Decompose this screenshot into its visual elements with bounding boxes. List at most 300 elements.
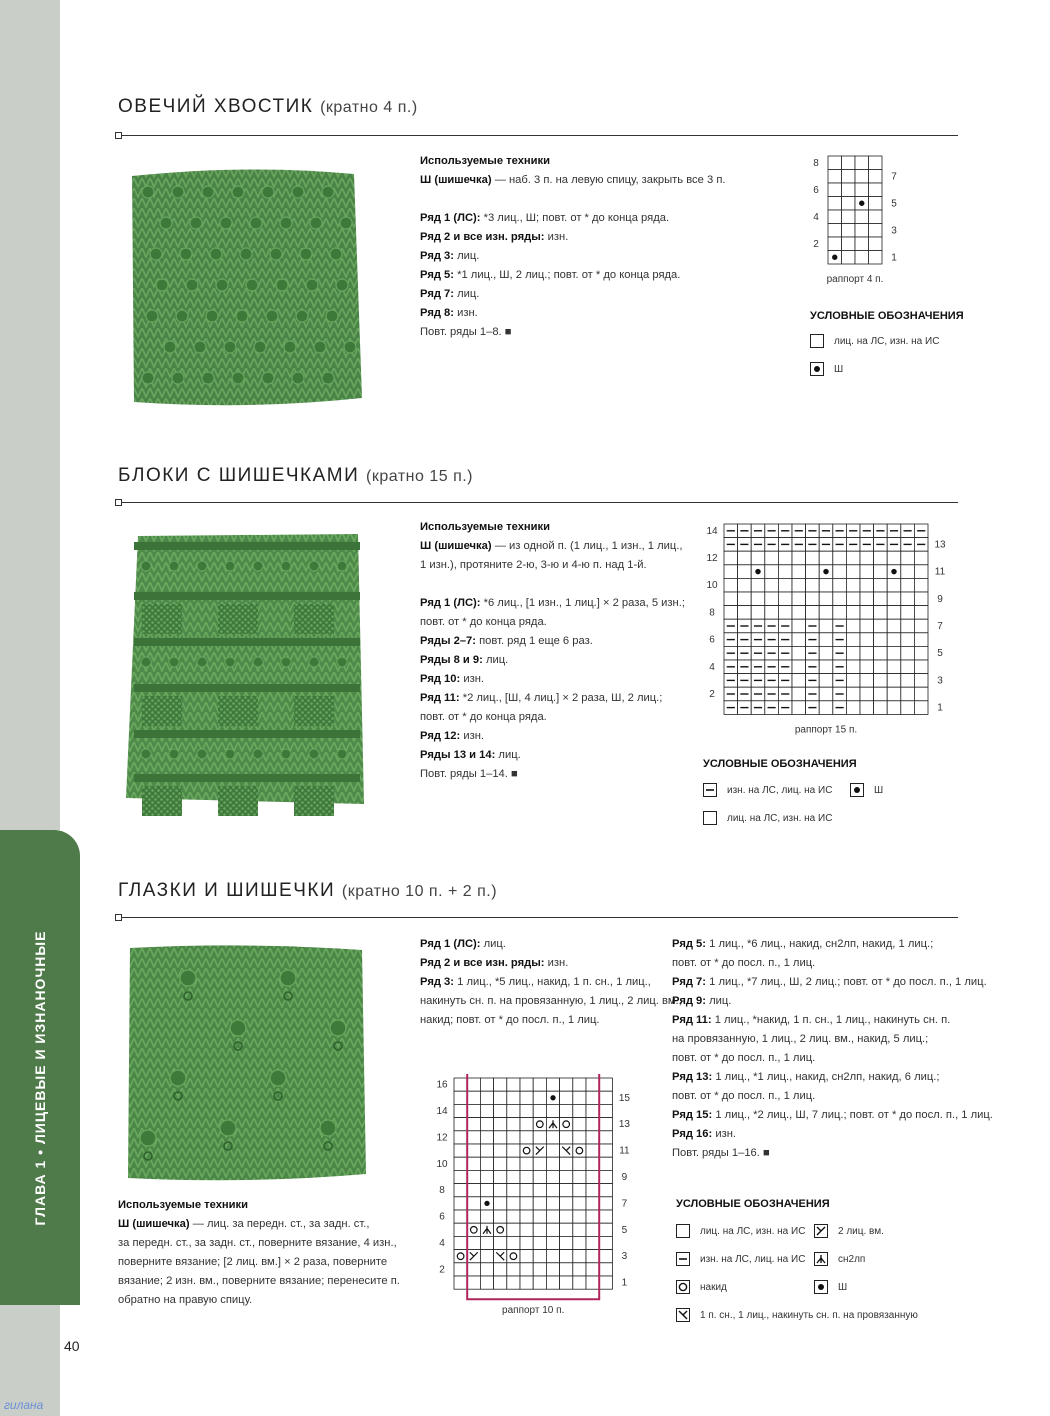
chart-cell xyxy=(901,687,915,701)
chart-cell xyxy=(860,701,874,715)
chart-row-label-left: 8 xyxy=(439,1185,445,1197)
chart-cell xyxy=(792,619,806,633)
chart-symbol-bobble xyxy=(755,569,760,574)
legend-item: изн. на ЛС, лиц. на ИС xyxy=(703,783,832,797)
swatch-ridge xyxy=(134,730,360,738)
purl-dash-icon xyxy=(703,783,717,797)
chart-cell xyxy=(546,1131,559,1144)
chart-cell xyxy=(560,1078,573,1091)
knitting-chart xyxy=(420,1070,650,1326)
swatch-bobble xyxy=(270,1070,286,1086)
chart-symbol-bobble xyxy=(823,569,828,574)
chart-cell xyxy=(833,578,847,592)
chart-cell xyxy=(901,551,915,565)
chart-cell xyxy=(765,551,779,565)
technique-line: за передн. ст., за задн. ст., поверните вязание, 4 изн., xyxy=(118,1237,397,1249)
section-title xyxy=(118,880,497,902)
chart-cell xyxy=(842,237,856,251)
chart-cell xyxy=(914,578,928,592)
chart-cell xyxy=(765,606,779,620)
chart-cell xyxy=(507,1250,520,1263)
chart-cell xyxy=(806,606,820,620)
yarn-over-icon xyxy=(676,1280,690,1294)
chart-cell xyxy=(586,1184,599,1197)
chart-cell xyxy=(846,619,860,633)
row-line: Ряд 1 (ЛС): *6 лиц., [1 изн., 1 лиц.] × 2 раза, 5 изн.; xyxy=(420,597,685,609)
chart-cell xyxy=(855,156,869,170)
chart-cell xyxy=(573,1210,586,1223)
chart-cell xyxy=(494,1276,507,1289)
row-line: Повт. ряды 1–14. ■ xyxy=(420,768,518,780)
chart-cell xyxy=(724,592,738,606)
chart-cell xyxy=(887,646,901,660)
chart-cell xyxy=(586,1078,599,1091)
chart-cell xyxy=(901,606,915,620)
chart-row-label-right: 1 xyxy=(621,1277,628,1289)
chart-cell xyxy=(586,1091,599,1104)
chart-cell xyxy=(586,1250,599,1263)
chart-cell xyxy=(480,1144,493,1157)
chart-cell xyxy=(520,1263,533,1276)
chart-cell xyxy=(454,1170,467,1183)
section-rule xyxy=(116,135,958,136)
chart-repeat-label: раппорт 15 п. xyxy=(794,724,858,736)
chart-cell xyxy=(846,633,860,647)
legend-item: изн. на ЛС, лиц. на ИС xyxy=(676,1252,805,1266)
chart-row-label-right: 5 xyxy=(621,1224,628,1236)
pattern-name: БЛОКИ С ШИШЕЧКАМИ xyxy=(118,465,360,486)
row-line: Ряды 13 и 14: лиц. xyxy=(420,749,521,761)
chart-cell xyxy=(874,646,888,660)
section-title xyxy=(118,96,418,118)
chart-cell xyxy=(599,1144,612,1157)
chart-cell xyxy=(467,1157,480,1170)
pattern-name: ОВЕЧИЙ ХВОСТИК xyxy=(118,96,314,117)
chart-cell xyxy=(855,251,869,265)
chart-cell xyxy=(494,1210,507,1223)
swatch-bobble xyxy=(276,279,288,291)
side-tab-top xyxy=(0,0,60,830)
watermark: гилана xyxy=(4,1398,44,1412)
swatch-bobble xyxy=(180,970,196,986)
chart-cell xyxy=(586,1236,599,1249)
chart-cell xyxy=(454,1197,467,1210)
chart-cell xyxy=(520,1104,533,1117)
chart-row-label-right: 7 xyxy=(621,1198,628,1210)
legend-title: УСЛОВНЫЕ ОБОЗНАЧЕНИЯ xyxy=(810,310,964,322)
chart-cell xyxy=(480,1131,493,1144)
chart-cell xyxy=(860,592,874,606)
chart-cell xyxy=(573,1131,586,1144)
chart-cell xyxy=(546,1197,559,1210)
swatch-bobble xyxy=(150,248,162,260)
swatch-bobble xyxy=(232,186,244,198)
chart-cell xyxy=(533,1210,546,1223)
chart-cell xyxy=(887,633,901,647)
chart-cell xyxy=(846,687,860,701)
chart-cell xyxy=(454,1276,467,1289)
chart-cell xyxy=(819,660,833,674)
swatch-bobble xyxy=(280,970,296,986)
row-line: Ряд 5: *1 лиц., Ш, 2 лиц.; повт. от * до конца ряда. xyxy=(420,269,681,281)
chart-repeat-label: раппорт 4 п. xyxy=(826,274,884,285)
chart-row-label-right: 5 xyxy=(937,648,943,660)
swatch-ridge xyxy=(134,638,360,646)
swatch-bobble xyxy=(309,561,319,571)
row-line: Ряд 5: 1 лиц., *6 лиц., накид, сн2лп, накид, 1 лиц.; xyxy=(672,938,934,950)
swatch-bobble xyxy=(140,1130,156,1146)
chart-cell xyxy=(454,1078,467,1091)
chart-cell xyxy=(494,1197,507,1210)
chart-cell xyxy=(520,1118,533,1131)
cdd-icon xyxy=(814,1252,828,1266)
section-rule xyxy=(116,502,958,503)
chart-cell xyxy=(751,606,765,620)
row-line: Ряд 7: лиц. xyxy=(420,288,480,300)
technique-line: Ш (шишечка) — наб. 3 п. на левую спицу, закрыть все 3 п. xyxy=(420,174,726,186)
chart-cell xyxy=(560,1131,573,1144)
chart-cell xyxy=(533,1157,546,1170)
chart-cell xyxy=(586,1157,599,1170)
swatch-bobble xyxy=(330,248,342,260)
chart-cell xyxy=(765,565,779,579)
swatch-bobble xyxy=(141,657,151,667)
swatch-bobble xyxy=(253,561,263,571)
chart-cell xyxy=(586,1144,599,1157)
chart-cell xyxy=(586,1131,599,1144)
chart-cell xyxy=(494,1236,507,1249)
chart-cell xyxy=(846,606,860,620)
chart-cell xyxy=(874,592,888,606)
chart-cell xyxy=(467,1197,480,1210)
swatch-seed-block xyxy=(294,696,334,726)
chart-cell xyxy=(560,1263,573,1276)
chart-cell xyxy=(599,1236,612,1249)
swatch-bobble xyxy=(337,749,347,759)
section-title xyxy=(118,465,473,487)
row-line: повт. от * до посл. п., 1 лиц. xyxy=(672,957,816,969)
chart-cell xyxy=(819,578,833,592)
chart-cell xyxy=(901,633,915,647)
chart-cell xyxy=(874,578,888,592)
chart-cell xyxy=(869,237,883,251)
chart-cell xyxy=(507,1131,520,1144)
swatch-bobble xyxy=(225,657,235,667)
legend-item: лиц. на ЛС, изн. на ИС xyxy=(703,811,832,825)
swatch-bobble xyxy=(197,657,207,667)
chart-cell xyxy=(586,1263,599,1276)
chart-cell xyxy=(914,646,928,660)
chart-cell xyxy=(507,1170,520,1183)
chart-cell xyxy=(846,578,860,592)
legend-item: лиц. на ЛС, изн. на ИС xyxy=(810,334,939,348)
chart-row-label-left: 4 xyxy=(439,1238,445,1249)
chart-cell xyxy=(546,1184,559,1197)
chart-cell xyxy=(599,1131,612,1144)
chart-symbol-bobble xyxy=(891,569,896,574)
chart-row-label-right: 7 xyxy=(937,621,943,632)
chart-cell xyxy=(560,1170,573,1183)
chart-cell xyxy=(573,1236,586,1249)
chart-cell xyxy=(520,1223,533,1236)
swatch-bobble xyxy=(169,749,179,759)
swatch-bobble xyxy=(281,561,291,571)
swatch-bobble xyxy=(190,217,202,229)
chart-cell xyxy=(887,606,901,620)
row-line: на провязанную, 1 лиц., 2 лиц. вм., накид, 5 лиц.; xyxy=(672,1033,929,1045)
chart-cell xyxy=(573,1250,586,1263)
chart-cell xyxy=(533,1118,546,1131)
chart-row-label-right: 9 xyxy=(937,593,943,605)
chart-cell xyxy=(887,701,901,715)
chart-cell xyxy=(560,1184,573,1197)
chart-cell xyxy=(480,1170,493,1183)
swatch-ridge xyxy=(134,684,360,692)
chart-row-label-left: 12 xyxy=(436,1132,448,1144)
empty-square-icon xyxy=(703,811,717,825)
chart-cell xyxy=(520,1157,533,1170)
chart-cell xyxy=(467,1184,480,1197)
chart-cell xyxy=(846,565,860,579)
chart-cell xyxy=(778,578,792,592)
chart-cell xyxy=(855,210,869,224)
chart-cell xyxy=(467,1263,480,1276)
chart-cell xyxy=(778,592,792,606)
swatch-bobble xyxy=(197,749,207,759)
swatch-bobble xyxy=(246,279,258,291)
chart-cell xyxy=(494,1170,507,1183)
chart-cell xyxy=(546,1263,559,1276)
row-line: Ряд 12: изн. xyxy=(420,730,485,742)
chart-cell xyxy=(860,606,874,620)
chart-cell xyxy=(520,1091,533,1104)
chart-cell xyxy=(494,1263,507,1276)
row-line: Ряд 9: лиц. xyxy=(672,995,732,1007)
chart-cell xyxy=(819,633,833,647)
row-line: Ряд 11: *2 лиц., [Ш, 4 лиц.] × 2 раза, Ш, 2 лиц.; xyxy=(420,692,663,704)
swatch-bobble xyxy=(186,279,198,291)
chart-cell xyxy=(860,646,874,660)
chart-cell xyxy=(828,224,842,238)
swatch-bobble xyxy=(206,310,218,322)
chart-cell xyxy=(874,633,888,647)
chart-cell xyxy=(819,674,833,688)
chart-cell xyxy=(914,592,928,606)
chart-cell xyxy=(454,1104,467,1117)
chart-cell xyxy=(901,674,915,688)
technique-line: Ш (шишечка) — лиц. за передн. ст., за задн. ст., xyxy=(118,1218,370,1230)
chart-cell xyxy=(914,633,928,647)
chart-cell xyxy=(914,565,928,579)
swatch-photo xyxy=(118,522,380,818)
swatch-bobble xyxy=(330,1020,346,1036)
chart-cell xyxy=(914,660,928,674)
chart-cell xyxy=(869,210,883,224)
swatch-bobble xyxy=(320,1120,336,1136)
chart-cell xyxy=(480,1236,493,1249)
chart-cell xyxy=(494,1131,507,1144)
chart-cell xyxy=(828,156,842,170)
chart-row-label-right: 3 xyxy=(621,1251,628,1263)
chart-cell xyxy=(454,1131,467,1144)
chart-cell xyxy=(833,565,847,579)
chart-cell xyxy=(819,551,833,565)
swatch-bobble xyxy=(169,561,179,571)
chart-cell xyxy=(887,619,901,633)
chart-cell xyxy=(869,183,883,197)
chart-cell xyxy=(599,1170,612,1183)
legend-item: сн2лп xyxy=(814,1252,865,1266)
chart-cell xyxy=(533,1223,546,1236)
chart-cell xyxy=(494,1118,507,1131)
chart-cell xyxy=(828,210,842,224)
chart-cell xyxy=(855,170,869,184)
chart-cell xyxy=(467,1236,480,1249)
chart-row-label-left: 12 xyxy=(706,553,718,564)
legend-item: Ш xyxy=(810,362,843,376)
chart-cell xyxy=(546,1223,559,1236)
chart-cell xyxy=(828,183,842,197)
swatch-bobble xyxy=(253,749,263,759)
swatch-bobble xyxy=(146,310,158,322)
chart-cell xyxy=(546,1104,559,1117)
chart-cell xyxy=(507,1078,520,1091)
chart-cell xyxy=(454,1263,467,1276)
row-line: Повт. ряды 1–16. ■ xyxy=(672,1147,770,1159)
chart-cell xyxy=(533,1184,546,1197)
swatch-bobble xyxy=(262,372,274,384)
chart-cell xyxy=(792,578,806,592)
chart-cell xyxy=(792,660,806,674)
row-line: Ряд 13: 1 лиц., *1 лиц., накид, сн2лп, накид, 6 лиц.; xyxy=(672,1071,940,1083)
techniques-heading: Используемые техники xyxy=(420,155,551,167)
chart-cell xyxy=(467,1223,480,1236)
chart-cell xyxy=(573,1170,586,1183)
chart-cell xyxy=(846,551,860,565)
legend-item: Ш xyxy=(814,1280,847,1294)
chart-grid xyxy=(724,524,928,714)
chart-cell xyxy=(573,1144,586,1157)
swatch-bobble xyxy=(172,372,184,384)
chart-cell xyxy=(599,1197,612,1210)
stitch-multiple: (кратно 15 п.) xyxy=(366,468,474,485)
section-rule xyxy=(116,917,958,918)
chart-cell xyxy=(467,1104,480,1117)
swatch-bobble xyxy=(141,561,151,571)
chart-cell xyxy=(494,1144,507,1157)
chart-cell xyxy=(520,1078,533,1091)
chart-cell xyxy=(751,551,765,565)
swatch-seed-block xyxy=(142,604,182,634)
swatch-bobble xyxy=(172,186,184,198)
row-line: Ряд 1 (ЛС): лиц. xyxy=(420,938,506,950)
chart-cell xyxy=(738,551,752,565)
chart-row-label-left: 6 xyxy=(709,634,715,646)
chart-cell xyxy=(819,687,833,701)
chart-cell xyxy=(869,170,883,184)
swatch-bobble xyxy=(164,341,176,353)
chart-cell xyxy=(846,592,860,606)
swatch-ridge xyxy=(134,542,360,550)
chart-row-label-left: 14 xyxy=(706,525,718,537)
chart-cell xyxy=(480,1078,493,1091)
pattern-instructions xyxy=(420,935,682,1030)
chart-cell xyxy=(507,1236,520,1249)
swatch-seed-block xyxy=(218,696,258,726)
bobble-icon xyxy=(810,362,824,376)
chart-cell xyxy=(467,1091,480,1104)
chart-cell xyxy=(467,1078,480,1091)
bobble-icon xyxy=(814,1280,828,1294)
chart-cell xyxy=(520,1184,533,1197)
row-line: Ряд 7: 1 лиц., *7 лиц., Ш, 2 лиц.; повт. от * до посл. п., 1 лиц. xyxy=(672,976,987,988)
chart-cell xyxy=(846,646,860,660)
row-line: повт. от * до конца ряда. xyxy=(420,616,547,628)
swatch-seed-block xyxy=(294,786,334,816)
chart-cell xyxy=(860,674,874,688)
chart-cell xyxy=(494,1223,507,1236)
chart-cell xyxy=(724,565,738,579)
swatch-bobble xyxy=(340,217,352,229)
pattern-instructions-continued xyxy=(672,935,993,1163)
row-line: повт. от * до посл. п., 1 лиц. xyxy=(672,1052,816,1064)
chart-cell xyxy=(874,606,888,620)
chart-cell xyxy=(573,1118,586,1131)
chart-cell xyxy=(765,578,779,592)
chart-cell xyxy=(520,1236,533,1249)
swatch-bobble xyxy=(180,248,192,260)
chart-cell xyxy=(599,1250,612,1263)
chart-cell xyxy=(533,1091,546,1104)
chart-cell xyxy=(842,251,856,265)
swatch-bobble xyxy=(202,186,214,198)
chart-cell xyxy=(765,592,779,606)
chart-cell xyxy=(480,1157,493,1170)
chart-cell xyxy=(738,578,752,592)
chart-cell xyxy=(887,578,901,592)
chart-cell xyxy=(887,551,901,565)
row-line: Ряд 10: изн. xyxy=(420,673,485,685)
row-line: Ряды 2–7: повт. ряд 1 еще 6 раз. xyxy=(420,635,593,647)
swatch-bobble xyxy=(202,372,214,384)
swatch-bobble xyxy=(337,561,347,571)
chart-cell xyxy=(507,1263,520,1276)
chart-cell xyxy=(480,1091,493,1104)
chart-cell xyxy=(507,1276,520,1289)
chart-cell xyxy=(546,1236,559,1249)
swatch-bobble xyxy=(309,749,319,759)
chart-cell xyxy=(560,1104,573,1117)
chart-cell xyxy=(901,565,915,579)
chart-cell xyxy=(586,1104,599,1117)
swatch-bobble xyxy=(220,217,232,229)
chart-cell xyxy=(914,619,928,633)
chart-row-label-left: 14 xyxy=(436,1106,448,1117)
chart-cell xyxy=(573,1157,586,1170)
row-line: Ряд 16: изн. xyxy=(672,1128,737,1140)
row-line: Ряд 3: лиц. xyxy=(420,250,480,262)
technique-line: Ш (шишечка) — из одной п. (1 лиц., 1 изн., 1 лиц., xyxy=(420,540,683,552)
chart-cell xyxy=(901,619,915,633)
chart-cell xyxy=(806,551,820,565)
swatch-bobble xyxy=(225,561,235,571)
chart-cell xyxy=(454,1118,467,1131)
row-line: Ряды 8 и 9: лиц. xyxy=(420,654,509,666)
chart-cell xyxy=(560,1236,573,1249)
chart-row-label-right: 13 xyxy=(618,1119,630,1131)
chart-cell xyxy=(533,1078,546,1091)
technique-line: обратно на правую спицу. xyxy=(118,1294,253,1306)
